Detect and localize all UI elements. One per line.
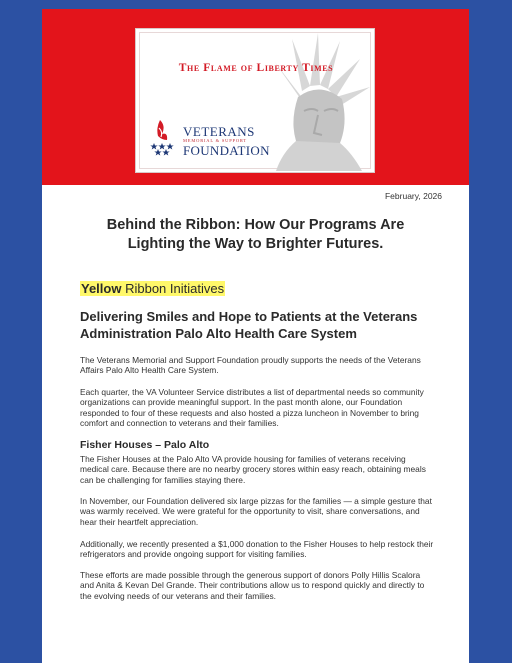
newsletter-title: The Flame of Liberty Times (178, 62, 334, 74)
logo-line-memorial: MEMORIAL & SUPPORT (183, 138, 247, 143)
foundation-logo-text (183, 125, 270, 157)
article-subheading: Delivering Smiles and Hope to Patients at the Veterans Administration Palo Alto Health Care System (80, 309, 418, 341)
logo-line-foundation: FOUNDATION (183, 143, 270, 158)
newsletter-page (42, 9, 469, 663)
masthead (135, 28, 375, 173)
statue-of-liberty-icon (252, 31, 372, 171)
section-title (80, 281, 225, 296)
header-banner (42, 9, 469, 185)
foundation-logo-icon (150, 116, 186, 156)
fisher-paragraph-3: Additionally, we recently presented a $1,000 donation to the Fisher Houses to help restock their refrigerators and provide ongoing support for visiting families. (80, 539, 434, 560)
fisher-paragraph-1: The Fisher Houses at the Palo Alto VA provide housing for families of veterans receiving medical care. Because there are no nearby grocery stores within easy reach, obtaining meals can be challenging for families staying there. (80, 454, 426, 485)
intro-paragraph-2: Each quarter, the VA Volunteer Service distributes a list of departmental needs so community organizations can provide meaningful support. In the past month alone, our Foundation responded to four of these requests and also hosted a pizza luncheon in November to bring comfort and connection to veterans and their families. (80, 387, 424, 429)
issue-date: February, 2026 (384, 191, 442, 201)
fisher-paragraph-2: In November, our Foundation delivered six large pizzas for the families — a simple gesture that was warmly received. We were grateful for the opportunity to visit, share conversations, and hear their heartfelt appreciation. (80, 496, 432, 527)
fisher-houses-heading: Fisher Houses – Palo Alto (80, 439, 210, 451)
intro-paragraph-1: The Veterans Memorial and Support Foundation proudly supports the needs of the Veterans Affairs Palo Alto Health Care System. (80, 355, 421, 376)
logo-line-veterans: VETERANS (183, 124, 255, 139)
section-title-rest: Ribbon Initiatives (121, 281, 225, 296)
section-highlight-word: Yellow (81, 281, 122, 296)
fisher-paragraph-4: These efforts are made possible through the generous support of donors Polly Hillis Scalora and Anita & Kevan Del Grande. Their contributions allow us to respond quickly and directly to the evolving needs of our veterans and their families. (80, 570, 425, 601)
page-headline: Behind the Ribbon: How Our Programs Are Lighting the Way to Brighter Futures. (106, 217, 405, 252)
